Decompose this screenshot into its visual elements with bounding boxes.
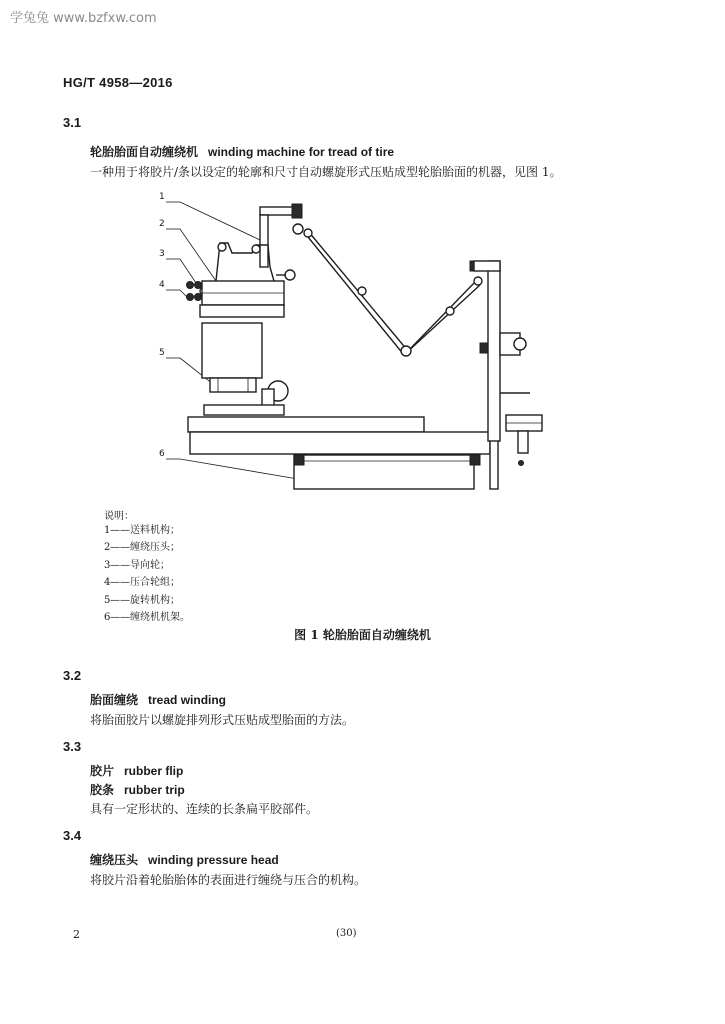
term-cn: 胎面缠绕	[90, 693, 139, 707]
legend-list	[104, 522, 190, 626]
section-3-1-definition: 一种用于将胶片/条以设定的轮廓和尺寸自动螺旋形式压贴成型轮胎胎面的机器，见图 1。	[90, 165, 562, 179]
callout-6: 6	[159, 449, 165, 459]
page-number: 2	[73, 928, 80, 941]
legend-item-number: 1	[104, 525, 111, 536]
legend-heading: 说明：	[104, 511, 134, 522]
section-3-2-number: 3.2	[63, 668, 82, 683]
term-en: rubber flip	[124, 764, 184, 778]
feeding-mechanism	[260, 204, 303, 267]
legend-item	[104, 592, 190, 609]
watermark: 学兔兔 www.bzfxw.com	[10, 11, 157, 26]
section-3-3-term-2	[90, 781, 185, 798]
rotation-mechanism	[200, 305, 288, 415]
legend-item-number: 5	[104, 594, 111, 606]
section-3-1-number: 3.1	[63, 115, 82, 130]
legend-item	[104, 522, 190, 539]
term-en: winding pressure head	[148, 853, 279, 867]
legend-item-text: ——旋转机构；	[110, 594, 180, 606]
legend-item	[104, 609, 190, 626]
legend-item	[104, 574, 190, 591]
section-3-4-number: 3.4	[63, 828, 82, 843]
legend-item	[104, 539, 190, 556]
legend-item-number: 6	[104, 611, 111, 623]
term-en: tread winding	[148, 693, 227, 707]
section-3-3-definition: 具有一定形状的、连续的长条扁平胶部件。	[90, 802, 319, 816]
section-3-3-term-1	[90, 762, 183, 779]
standard-number: HG/T 4958—2016	[63, 75, 173, 90]
callout-1: 1	[159, 192, 165, 202]
section-3-3-number: 3.3	[63, 739, 82, 754]
legend-item-number: 4	[104, 577, 111, 589]
term-cn: 轮胎胎面自动缠绕机	[90, 145, 199, 159]
term-en: rubber trip	[124, 783, 185, 797]
section-3-4-definition: 将胶片沿着轮胎胎体的表面进行缠绕与压合的机构。	[90, 873, 367, 887]
term-cn: 胶条	[90, 783, 115, 797]
winding-pressure-head	[216, 243, 295, 281]
section-3-4-term	[90, 851, 279, 868]
figure-caption: 图 1 轮胎胎面自动缠绕机	[294, 628, 431, 642]
term-en: winding machine for tread of tire	[208, 145, 395, 159]
legend-item-number: 2	[104, 542, 111, 554]
callout-2: 2	[159, 219, 165, 229]
term-cn: 缠绕压头	[90, 853, 139, 867]
winding-machine-drawing	[158, 192, 588, 459]
legend-item-text: ——缠绕机机架。	[110, 611, 190, 623]
legend-item	[104, 557, 190, 574]
machine-frame	[188, 417, 498, 489]
callout-4: 4	[159, 280, 165, 290]
section-3-2-definition: 将胎面胶片以螺旋排列形式压贴成型胎面的方法。	[90, 713, 355, 727]
guide-and-press-wheels	[187, 281, 285, 305]
figure-winding-machine	[158, 192, 588, 459]
folio: (30)	[336, 928, 357, 939]
callout-3: 3	[159, 249, 165, 259]
section-3-1-term	[90, 143, 394, 160]
legend-item-text: ——导向轮；	[110, 559, 170, 571]
legend-item-text: ——缠绕压头；	[110, 542, 180, 554]
articulated-arm	[304, 229, 486, 356]
term-cn: 胶片	[90, 764, 115, 778]
legend-item-text: ——送料机构；	[110, 525, 180, 536]
legend-item-text: ——压合轮组；	[110, 577, 180, 589]
callout-5: 5	[159, 348, 165, 358]
legend-item-number: 3	[104, 559, 111, 571]
section-3-2-term	[90, 691, 226, 708]
